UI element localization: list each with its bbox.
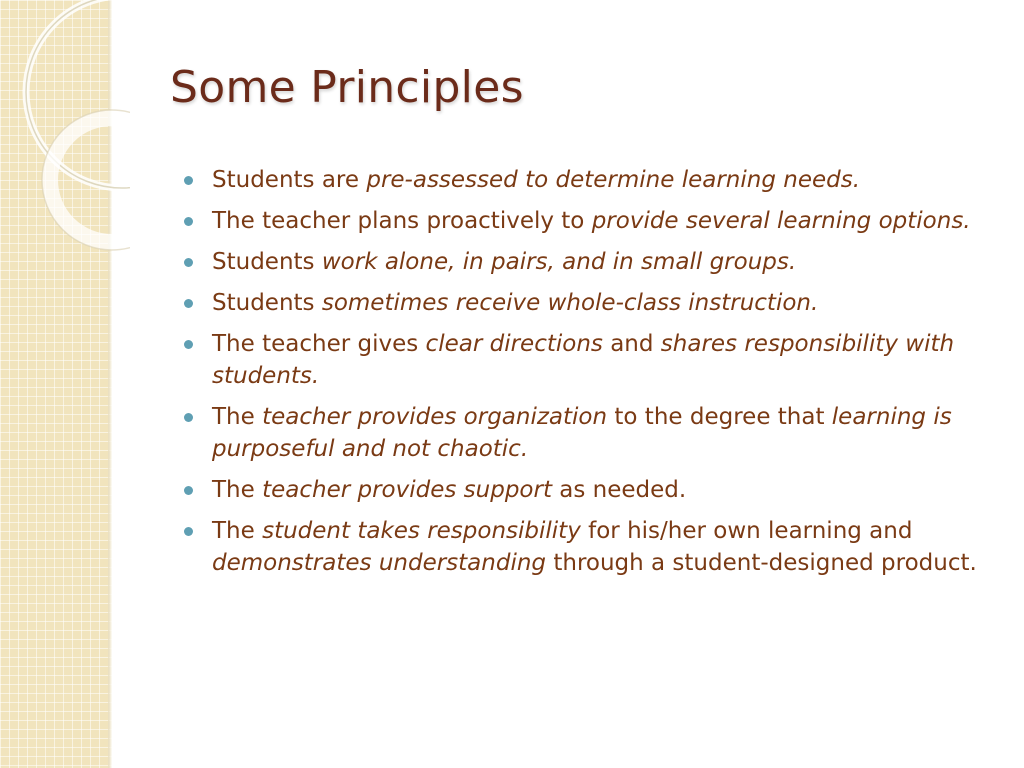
bullet-item (182, 246, 982, 278)
bullet-text (212, 290, 818, 316)
bullet-text-emphasis: demonstrates understanding (212, 550, 547, 576)
bullet-text (212, 167, 860, 193)
bullet-text-segment: The (212, 477, 263, 503)
bullet-item (182, 287, 982, 319)
bullet-text (212, 477, 686, 503)
slide-title: Some Principles (170, 62, 524, 113)
bullet-dot-icon (184, 340, 193, 349)
bullet-text-segment: Students are (212, 167, 367, 193)
bullet-text-emphasis: teacher provides organization (262, 404, 608, 430)
bullet-dot-icon (184, 217, 193, 226)
bullet-text (212, 208, 971, 234)
bullet-text (212, 518, 977, 576)
bullet-item (182, 328, 982, 392)
bullet-list (182, 164, 982, 588)
bullet-dot-icon (184, 176, 193, 185)
bullet-text (212, 331, 954, 389)
bullet-text-emphasis: shares responsibility with students. (212, 331, 955, 389)
bullet-text-segment: as needed. (551, 477, 687, 503)
bullet-text-segment: through a student-designed product. (546, 550, 977, 576)
decorative-circles (0, 0, 130, 260)
bullet-text-segment: Students (212, 249, 322, 275)
bullet-dot-icon (184, 258, 193, 267)
bullet-text-segment: The teacher plans proactively to (212, 208, 592, 234)
bullet-text-segment: The teacher gives (212, 331, 426, 357)
bullet-item (182, 401, 982, 465)
bullet-text-segment: The (212, 518, 263, 544)
bullet-text-segment: for his/her own learning and (580, 518, 913, 544)
bullet-text-emphasis: clear directions (425, 331, 603, 357)
bullet-text-segment: The (212, 404, 263, 430)
bullet-text-emphasis: student takes responsibility (262, 518, 581, 544)
bullet-text-emphasis: work alone, in pairs, and in small groups. (321, 249, 797, 275)
bullet-dot-icon (184, 299, 193, 308)
bullet-item (182, 515, 982, 579)
bullet-text (212, 404, 952, 462)
bullet-text-segment: to the degree that (607, 404, 832, 430)
bullet-text-segment: and (602, 331, 661, 357)
bullet-text-emphasis: sometimes receive whole-class instruction. (321, 290, 819, 316)
bullet-text-emphasis: teacher provides support (262, 477, 552, 503)
bullet-text-emphasis: learning is purposeful and not chaotic. (212, 404, 952, 462)
bullet-item (182, 205, 982, 237)
bullet-text-emphasis: provide several learning options. (591, 208, 971, 234)
bullet-dot-icon (184, 486, 193, 495)
bullet-dot-icon (184, 527, 193, 536)
bullet-text-emphasis: pre-assessed to determine learning needs. (366, 167, 861, 193)
bullet-text-segment: Students (212, 290, 322, 316)
bullet-dot-icon (184, 413, 193, 422)
bullet-item (182, 474, 982, 506)
bullet-item (182, 164, 982, 196)
bullet-text (212, 249, 796, 275)
